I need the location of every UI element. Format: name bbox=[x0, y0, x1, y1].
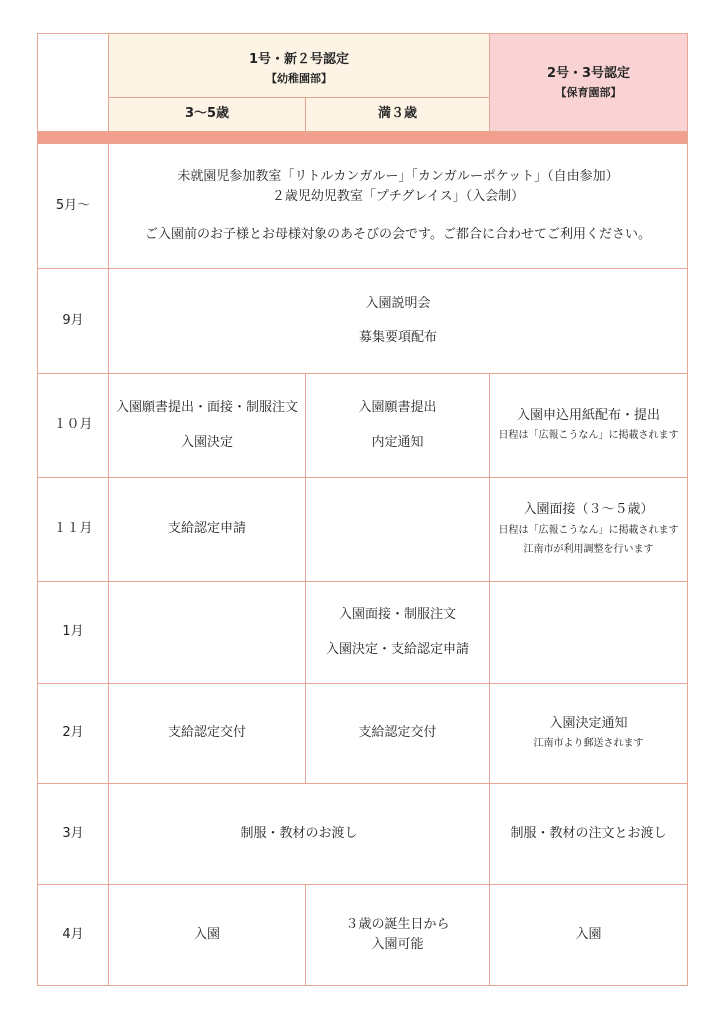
oct-kindergarten-cell bbox=[109, 374, 306, 478]
kindergarten-header bbox=[109, 34, 490, 98]
nov-c3-note-1: 日程は「広報こうなん」に掲載されます bbox=[498, 524, 679, 536]
age-full-3-header: 満３歳 bbox=[306, 98, 490, 132]
nov-full3-cell bbox=[306, 478, 490, 582]
month-label: 3月 bbox=[38, 784, 109, 885]
oct-full3-cell bbox=[306, 374, 490, 478]
may-line-2: ２歳児幼児教室「プチグレイス」（入会制） bbox=[271, 188, 525, 204]
oct-c3-line-1: 入園申込用紙配布・提出 bbox=[517, 407, 661, 423]
oct-c2-line-2: 内定通知 bbox=[371, 434, 424, 450]
oct-c3-note: 日程は「広報こうなん」に掲載されます bbox=[498, 430, 679, 442]
oct-nursery-cell bbox=[490, 374, 688, 478]
table-row bbox=[38, 784, 688, 885]
kindergarten-title: 1号・新２号認定 bbox=[248, 51, 350, 67]
month-label: 4月 bbox=[38, 885, 109, 986]
feb-c3-line-1: 入園決定通知 bbox=[549, 715, 628, 731]
apr-nursery-cell: 入園 bbox=[490, 885, 688, 986]
feb-full3-cell: 支給認定交付 bbox=[306, 684, 490, 784]
sep-content bbox=[109, 269, 688, 374]
mar-nursery-cell: 制服・教材の注文とお渡し bbox=[490, 784, 688, 885]
month-label: 9月 bbox=[38, 269, 109, 374]
jan-full3-cell bbox=[306, 582, 490, 684]
table-row bbox=[38, 374, 688, 478]
feb-kindergarten-cell: 支給認定交付 bbox=[109, 684, 306, 784]
nov-nursery-cell bbox=[490, 478, 688, 582]
oct-c1-line-2: 入園決定 bbox=[180, 434, 233, 450]
table-row bbox=[38, 684, 688, 784]
nov-kindergarten-cell: 支給認定申請 bbox=[109, 478, 306, 582]
month-label: １０月 bbox=[38, 374, 109, 478]
month-label: １１月 bbox=[38, 478, 109, 582]
sep-line-1: 入園説明会 bbox=[365, 295, 431, 311]
month-label: 2月 bbox=[38, 684, 109, 784]
table-row bbox=[38, 478, 688, 582]
apr-full3-cell bbox=[306, 885, 490, 986]
month-label: 1月 bbox=[38, 582, 109, 684]
nov-c3-line-1: 入園面接（３〜５歳） bbox=[523, 502, 654, 518]
feb-nursery-cell bbox=[490, 684, 688, 784]
may-content bbox=[109, 144, 688, 269]
mar-kindergarten-cell: 制服・教材のお渡し bbox=[109, 784, 490, 885]
oct-c1-line-1: 入園願書提出・面接・制服注文 bbox=[115, 400, 298, 416]
apr-c2-line-2: 入園可能 bbox=[371, 937, 424, 952]
table-row bbox=[38, 269, 688, 374]
nursery-title: 2号・3号認定 bbox=[546, 65, 631, 81]
table-row bbox=[38, 144, 688, 269]
month-label: 5月〜 bbox=[38, 144, 109, 269]
apr-c2-line-1: ３歳の誕生日から bbox=[345, 916, 450, 932]
feb-c3-note: 江南市より郵送されます bbox=[533, 738, 644, 750]
admission-schedule-table bbox=[37, 33, 688, 986]
table-row bbox=[38, 885, 688, 986]
jan-kindergarten-cell bbox=[109, 582, 306, 684]
jan-c2-line-1: 入園面接・制服注文 bbox=[339, 607, 457, 623]
nov-c3-note-2: 江南市が利用調整を行います bbox=[523, 543, 654, 555]
header-separator bbox=[38, 132, 688, 144]
may-line-1: 未就園児参加教室「リトルカンガルー」「カンガルーポケット」（自由参加） bbox=[177, 168, 619, 184]
apr-kindergarten-cell: 入園 bbox=[109, 885, 306, 986]
sep-line-2: 募集要項配布 bbox=[359, 330, 438, 345]
may-line-3: ご入園前のお子様とお母様対象のあそびの会です。ご都合に合わせてご利用ください。 bbox=[145, 227, 651, 243]
kindergarten-subtitle: 【幼稚園部】 bbox=[266, 72, 332, 86]
table-row bbox=[38, 582, 688, 684]
nursery-header bbox=[490, 34, 688, 132]
oct-c2-line-1: 入園願書提出 bbox=[358, 400, 437, 416]
nursery-subtitle: 【保育園部】 bbox=[555, 86, 622, 100]
header-corner-cell bbox=[38, 34, 109, 132]
jan-c2-line-2: 入園決定・支給認定申請 bbox=[326, 641, 470, 657]
age-3-5-header: 3〜5歳 bbox=[109, 98, 306, 132]
jan-nursery-cell bbox=[490, 582, 688, 684]
